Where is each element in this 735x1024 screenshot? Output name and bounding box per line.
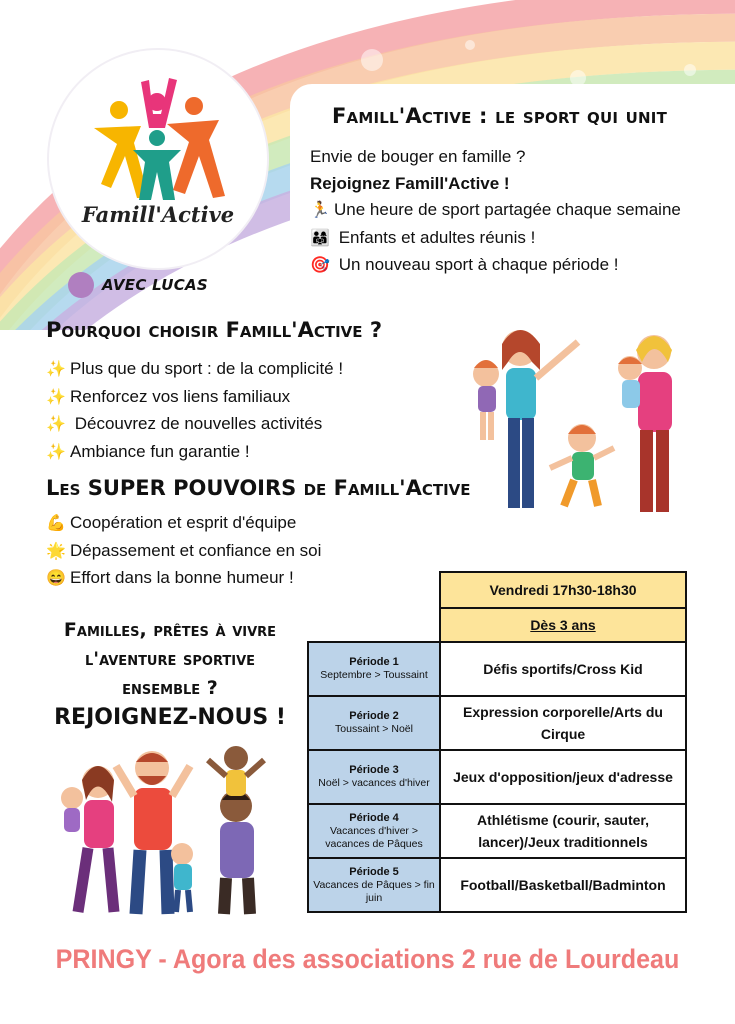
why-item-text: Découvrez de nouvelles activités (70, 414, 323, 433)
why-item (46, 411, 343, 439)
sparkles-icon: ✨ (46, 443, 66, 461)
blank-cell (308, 608, 440, 642)
table-row (308, 804, 686, 858)
power-item (46, 565, 321, 593)
logo-name: Famill'Active (81, 202, 235, 227)
why-item (46, 439, 343, 467)
cta-line: l'aventure sportive (84, 648, 256, 670)
cta-line: REJOIGNEZ-NOUS ! (54, 705, 286, 730)
muscle-icon: 💪 (46, 515, 66, 532)
activity-cell: Défis sportifs/Cross Kid (440, 642, 686, 696)
logo (49, 50, 267, 268)
period-name: Période 3 (349, 764, 399, 776)
cta-line: Familles, prêtes à vivre (63, 619, 277, 641)
intro-lines (310, 144, 681, 280)
powers-title: Les SUPER POUVOIRS de Famill'Active (46, 476, 471, 500)
period-cell (308, 696, 440, 750)
why-item (46, 356, 343, 384)
period-range: Noël > vacances d'hiver (318, 777, 430, 789)
sparkles-icon: ✨ (46, 361, 66, 378)
power-item-text: Dépassement et confiance en soi (70, 540, 322, 560)
period-range: Septembre > Toussaint (320, 669, 428, 681)
activity-cell: Football/Basketball/Badminton (440, 858, 686, 912)
intro-line (310, 225, 681, 253)
period-range: Vacances de Pâques > fin juin (313, 878, 435, 904)
table-row (308, 696, 686, 750)
runner-icon: 🏃 (310, 202, 330, 219)
schedule-age: Dès 3 ans (440, 608, 686, 642)
target-icon: 🎯 (310, 257, 330, 274)
table-row (308, 750, 686, 804)
power-item-text: Coopération et esprit d'équipe (70, 513, 297, 532)
power-item (46, 538, 321, 566)
location-footer: PRINGY - Agora des associations 2 rue de Lourdeau (55, 944, 680, 974)
coach-label (68, 272, 208, 298)
schedule-table (307, 571, 687, 913)
smile-icon: 😄 (46, 570, 66, 587)
period-name: Période 2 (349, 710, 399, 722)
intro-line (310, 171, 681, 198)
intro-line (310, 197, 681, 225)
power-item (46, 510, 321, 538)
activity-cell: Athlétisme (courir, sauter, lancer)/Jeux traditionnels (440, 804, 686, 858)
schedule-time: Vendredi 17h30-18h30 (440, 572, 686, 608)
powers-list (46, 510, 321, 593)
coach-name: AVEC LUCAS (102, 276, 209, 294)
activity-cell: Jeux d'opposition/jeux d'adresse (440, 750, 686, 804)
why-item-text: Plus que du sport : de la complicité ! (70, 359, 344, 378)
period-cell (308, 750, 440, 804)
why-list (46, 356, 343, 466)
intro-line-text: Un nouveau sport à chaque période ! (334, 255, 619, 274)
cta-line: ensemble ? (122, 677, 218, 699)
logo-figures-icon (49, 58, 267, 208)
why-item-text: Ambiance fun garantie ! (70, 441, 250, 461)
purple-dot-icon (68, 272, 94, 298)
period-name: Période 5 (349, 865, 399, 878)
family-illustration-icon (458, 322, 698, 532)
sparkles-icon: ✨ (46, 416, 66, 433)
period-name: Période 4 (349, 811, 399, 824)
call-to-action (40, 616, 300, 732)
table-row (308, 642, 686, 696)
power-item-text: Effort dans la bonne humeur ! (70, 568, 294, 587)
activity-cell: Expression corporelle/Arts du Cirque (440, 696, 686, 750)
period-cell (308, 804, 440, 858)
intro-line-text: Rejoignez Famill'Active ! (310, 173, 510, 193)
intro-line-text: Une heure de sport partagée chaque semaine (334, 200, 681, 219)
table-row (308, 572, 686, 608)
period-range: Toussaint > Noël (335, 723, 413, 735)
why-item-text: Renforcez vos liens familiaux (70, 386, 291, 406)
why-title: Pourquoi choisir Famill'Active ? (46, 318, 383, 342)
intro-line-text: Envie de bouger en famille ? (310, 147, 526, 166)
intro-line (310, 252, 681, 280)
star-icon: 🌟 (46, 542, 66, 560)
period-range: Vacances d'hiver > vacances de Pâques (325, 824, 423, 850)
period-cell (308, 858, 440, 912)
family-illustration-2-icon (48, 742, 288, 924)
family-icon: 👨‍👩‍👧 (310, 229, 330, 247)
sparkles-icon: ✨ (46, 388, 66, 406)
intro-title: Famill'Active : le sport qui unit (332, 104, 668, 128)
table-row (308, 858, 686, 912)
intro-line (310, 144, 681, 171)
period-cell (308, 642, 440, 696)
table-row (308, 608, 686, 642)
period-name: Période 1 (349, 656, 399, 668)
why-item (46, 384, 343, 412)
blank-cell (308, 572, 440, 608)
intro-line-text: Enfants et adultes réunis ! (334, 227, 536, 247)
